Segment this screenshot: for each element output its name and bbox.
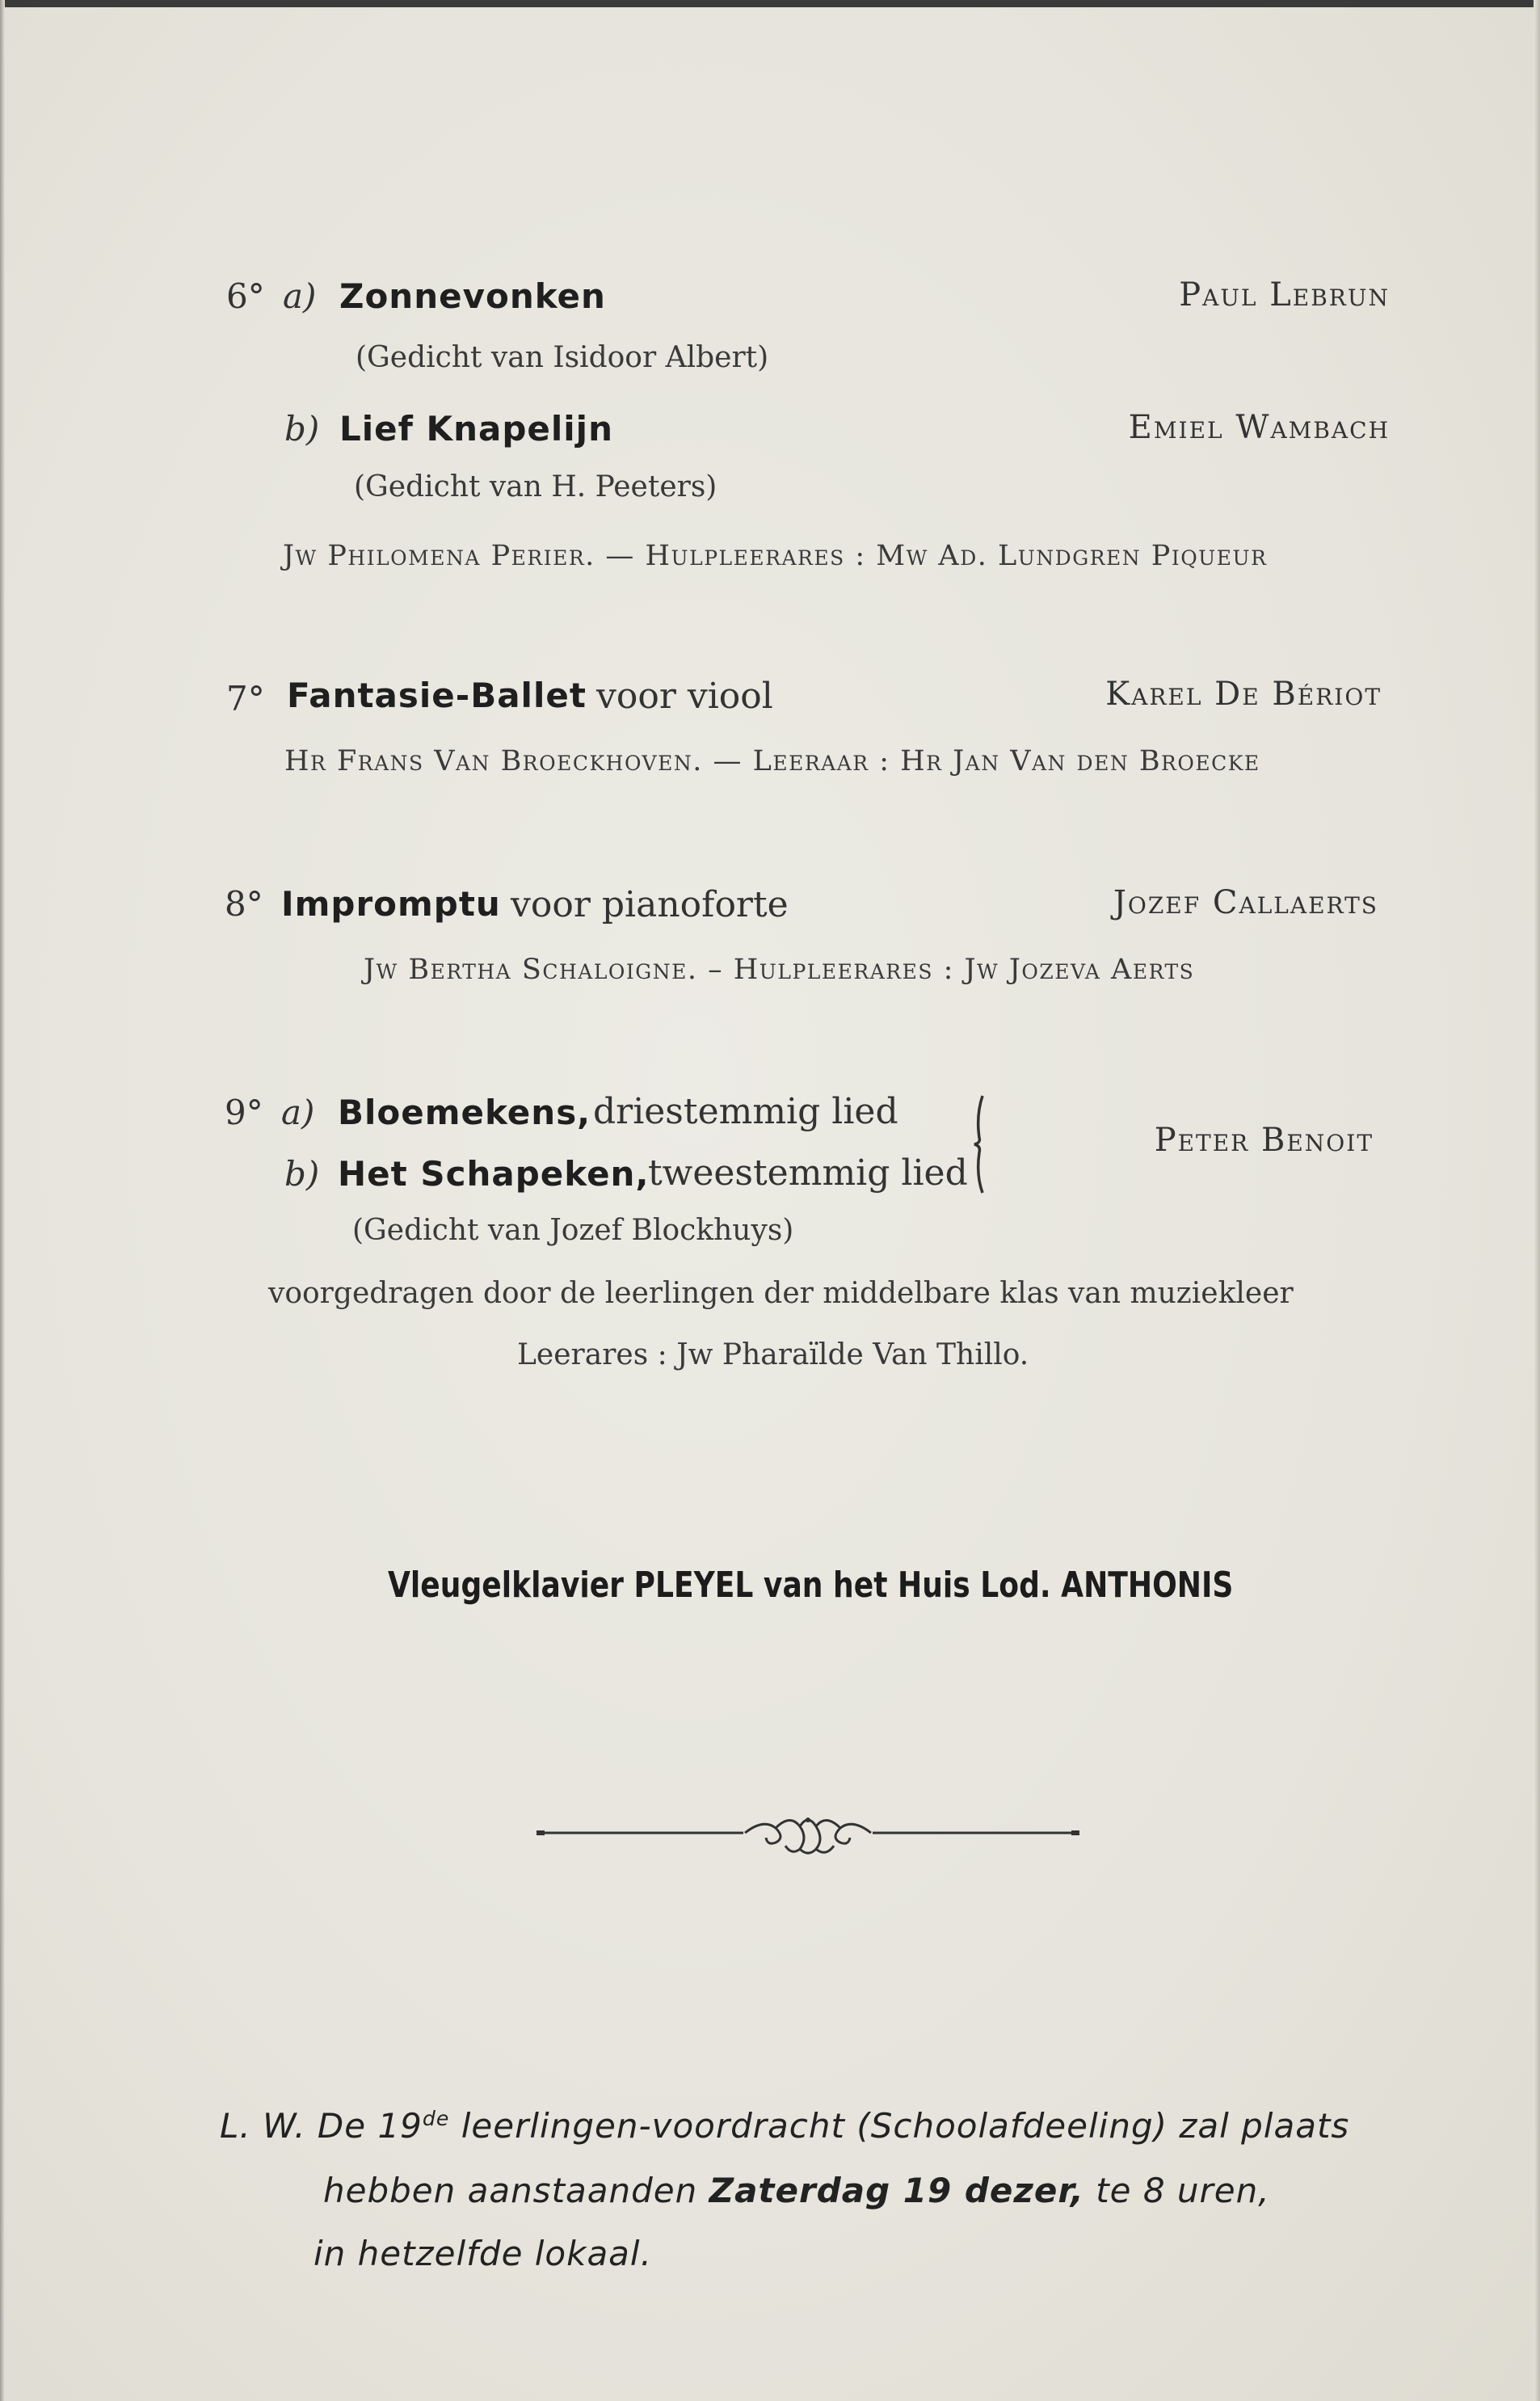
footer-line-3: in hetzelfde lokaal. <box>313 2234 652 2273</box>
footer-line1-rest: leerlingen-voordracht (Schoolafdeeling) zal plaats <box>461 2106 1350 2146</box>
item6-b-poem: (Gedicht van H. Peeters) <box>354 470 717 503</box>
item6-a-letter: a) <box>283 276 317 316</box>
item6-b-title: Lief Knapelijn <box>339 409 613 449</box>
footer-line2-bold: Zaterdag 19 dezer, <box>709 2171 1084 2210</box>
item6-a-composer: Paul Lebrun <box>1179 276 1390 314</box>
item9-a-suffix: driestemmig lied <box>593 1091 898 1132</box>
item8-title: Impromptu <box>281 884 501 924</box>
item8-number: 8° <box>225 884 263 924</box>
item7-composer: Karel De Bériot <box>1105 676 1382 713</box>
item9-performers: voorgedragen door de leerlingen der middelbare klas van muziekleer <box>268 1277 1294 1310</box>
item9-b-title: Het Schapeken, <box>338 1154 650 1194</box>
page-left-edge <box>0 0 5 2401</box>
item9-poem: (Gedicht van Jozef Blockhuys) <box>352 1214 794 1247</box>
item7-suffix: voor viool <box>596 676 773 717</box>
footer-ordinal-sup: de <box>422 2107 450 2130</box>
item9-teacher: Leerares : Jw Pharaïlde Van Thillo. <box>517 1338 1029 1371</box>
item8-performers: Jw Bertha Schaloigne. – Hulpleerares : Jw Jozeva Aerts <box>364 954 1195 986</box>
item6-a-title: Zonnevonken <box>339 276 606 316</box>
item7-performers: Hr Frans Van Broeckhoven. — Leeraar : Hr Jan Van den Broecke <box>284 745 1260 777</box>
item9-b-suffix: tweestemmig lied <box>648 1152 968 1194</box>
item8-suffix: voor pianoforte <box>511 884 789 925</box>
item9-b-letter: b) <box>284 1154 320 1194</box>
item6-performers: Jw Philomena Perier. — Hulpleerares : Mw Ad. Lundgren Piqueur <box>283 540 1268 572</box>
item9-a-title: Bloemekens, <box>338 1093 591 1132</box>
item8-composer: Jozef Callaerts <box>1113 884 1378 921</box>
item6-number: 6° <box>226 276 265 316</box>
footer-ordinal <box>377 2106 449 2146</box>
item9-a-letter: a) <box>281 1093 315 1132</box>
item6-b-letter: b) <box>284 409 320 449</box>
footer-prefix: L. W. De <box>220 2106 367 2146</box>
item9-composer: Peter Benoit <box>1154 1122 1374 1159</box>
item7-number: 7° <box>226 679 265 718</box>
item9-brace <box>968 1091 1000 1196</box>
footer-line2-b: te 8 uren, <box>1096 2171 1270 2210</box>
item9-number: 9° <box>225 1093 263 1132</box>
footer-line-1 <box>220 2106 1349 2146</box>
page-top-edge <box>0 0 1540 7</box>
footer-ordinal-num: 19 <box>377 2106 423 2146</box>
item6-b-composer: Emiel Wambach <box>1128 409 1390 446</box>
footer-line-2 <box>323 2171 1270 2210</box>
item7-title: Fantasie-Ballet <box>287 676 587 715</box>
item6-a-poem: (Gedicht van Isidoor Albert) <box>356 341 769 374</box>
piano-note: Vleugelklavier PLEYEL van het Huis Lod. ANTHONIS <box>388 1565 1234 1606</box>
footer-line2-a: hebben aanstaanden <box>323 2171 698 2210</box>
page-right-edge <box>1534 0 1540 2401</box>
ornament-divider <box>533 1802 1083 1859</box>
